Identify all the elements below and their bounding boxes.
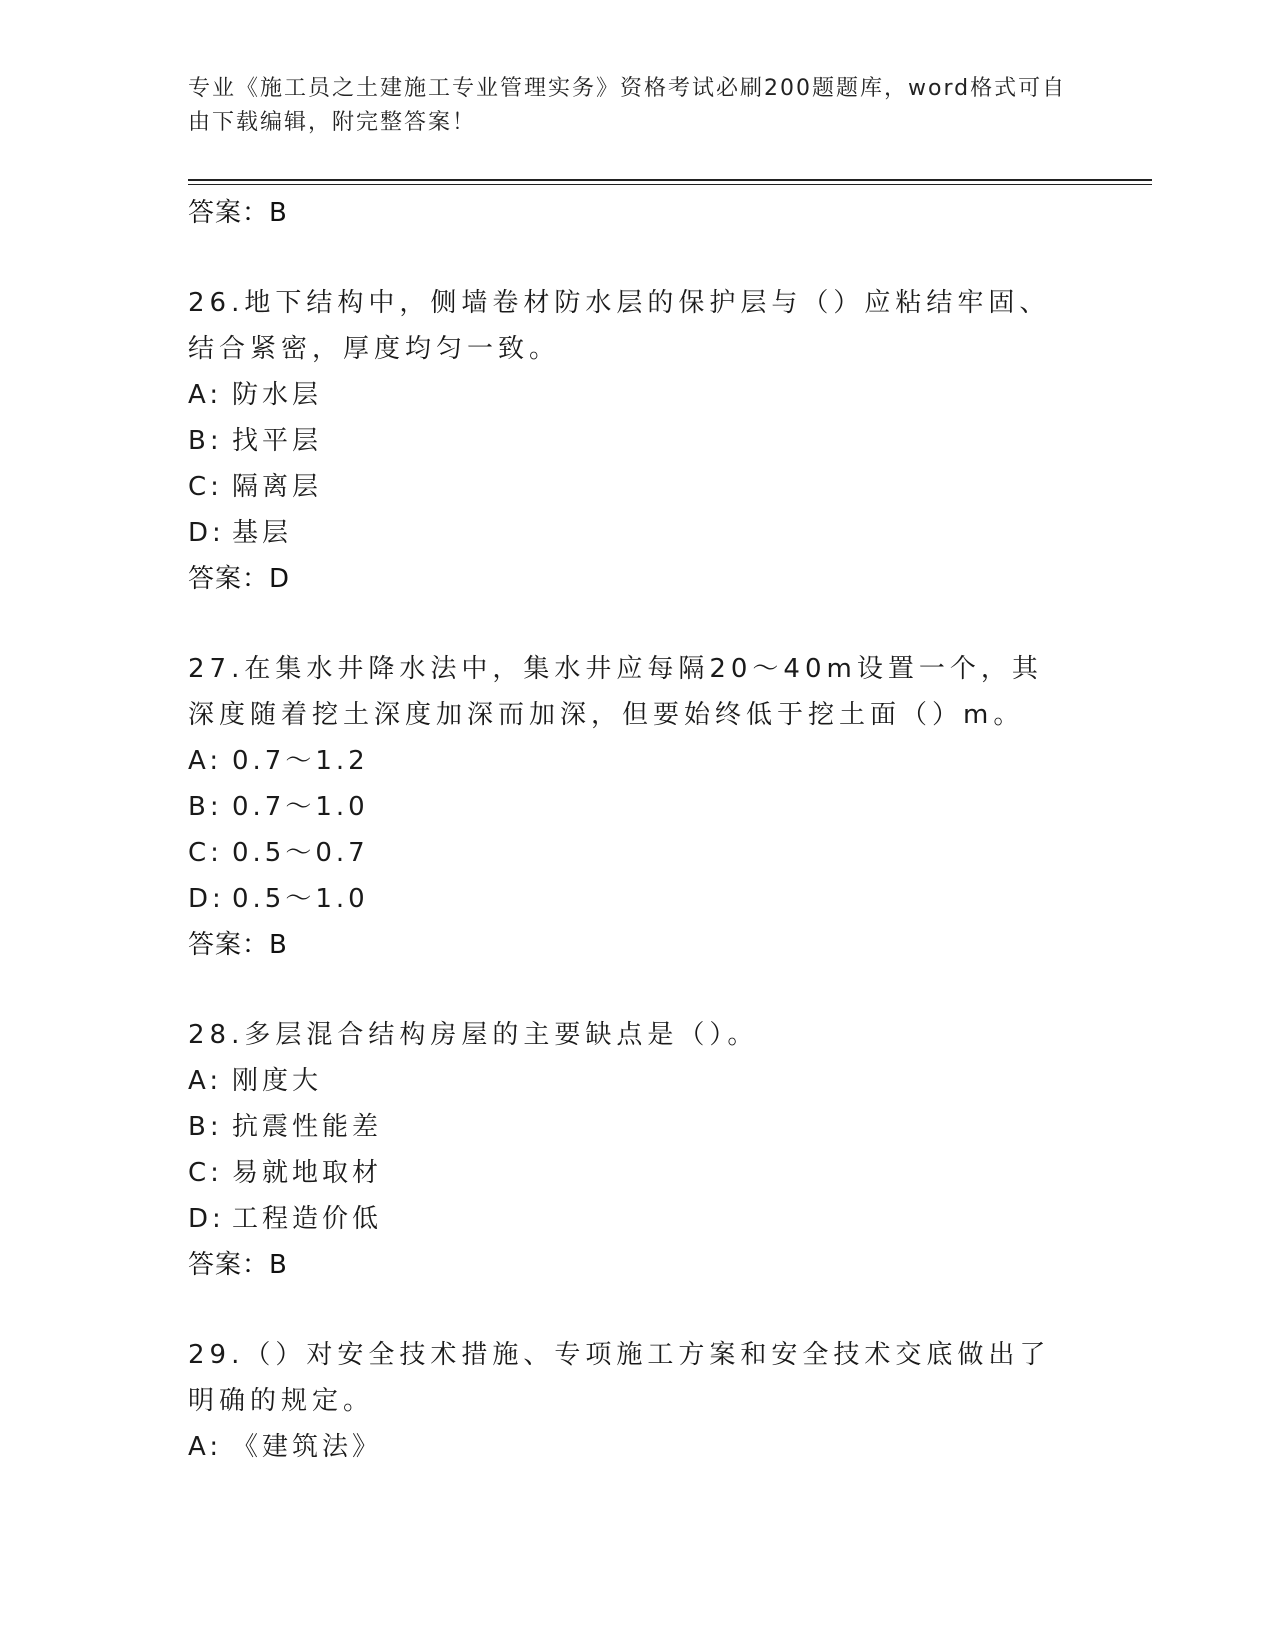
option-text: 《建筑法》 — [232, 1432, 383, 1462]
question-stem: 27.在集水井降水法中，集水井应每隔20～40m设置一个，其深度随着挖土深度加深而加深，但要始终低于挖土面（）m。 — [188, 654, 1043, 730]
option-d — [188, 876, 1088, 922]
option-a — [188, 1424, 1088, 1470]
question-list — [188, 190, 1088, 1470]
question-item — [188, 1332, 1088, 1470]
option-a — [188, 372, 1088, 418]
question-stem: 28.多层混合结构房屋的主要缺点是（）。 — [188, 1020, 759, 1050]
option-text: 刚度大 — [232, 1066, 323, 1096]
option-b — [188, 1104, 1088, 1150]
question-stem: 29.（）对安全技术措施、专项施工方案和安全技术交底做出了明确的规定。 — [188, 1340, 1051, 1416]
option-letter: C: — [188, 838, 223, 868]
option-text: 基层 — [232, 518, 293, 548]
option-a — [188, 738, 1088, 784]
option-letter: A: — [188, 1432, 223, 1462]
answer-line: 答案：D — [188, 564, 291, 594]
option-a — [188, 1058, 1088, 1104]
option-letter: A: — [188, 1066, 223, 1096]
option-text: 防水层 — [232, 380, 323, 410]
option-letter: B: — [188, 426, 223, 456]
question-item — [188, 646, 1088, 968]
option-b — [188, 784, 1088, 830]
option-c — [188, 464, 1088, 510]
option-text: 0.5～0.7 — [232, 838, 369, 868]
answer-line: 答案：B — [188, 198, 288, 228]
option-text: 隔离层 — [232, 472, 323, 502]
option-text: 0.7～1.2 — [232, 746, 369, 776]
option-letter: D: — [188, 1204, 225, 1234]
option-text: 抗震性能差 — [232, 1112, 383, 1142]
option-d — [188, 510, 1088, 556]
option-letter: D: — [188, 518, 225, 548]
option-c — [188, 1150, 1088, 1196]
option-letter: D: — [188, 884, 225, 914]
question-item — [188, 280, 1088, 602]
question-item — [188, 1012, 1088, 1288]
option-b — [188, 418, 1088, 464]
option-letter: C: — [188, 1158, 223, 1188]
document-header: 专业《施工员之土建施工专业管理实务》资格考试必刷200题题库，word格式可自由下载编辑，附完整答案！ — [188, 76, 1067, 135]
option-letter: B: — [188, 1112, 223, 1142]
option-letter: A: — [188, 380, 223, 410]
option-text: 易就地取材 — [232, 1158, 383, 1188]
option-letter: B: — [188, 792, 223, 822]
option-text: 0.7～1.0 — [232, 792, 369, 822]
answer-line: 答案：B — [188, 930, 288, 960]
question-stem: 26.地下结构中，侧墙卷材防水层的保护层与（）应粘结牢固、结合紧密，厚度均匀一致。 — [188, 288, 1051, 364]
option-text: 找平层 — [232, 426, 323, 456]
option-letter: A: — [188, 746, 223, 776]
option-text: 0.5～1.0 — [232, 884, 369, 914]
option-c — [188, 830, 1088, 876]
option-d — [188, 1196, 1088, 1242]
option-text: 工程造价低 — [232, 1204, 383, 1234]
header-rule-thick — [188, 179, 1152, 181]
answer-line: 答案：B — [188, 1250, 288, 1280]
header-rule-thin — [188, 184, 1152, 185]
option-letter: C: — [188, 472, 223, 502]
